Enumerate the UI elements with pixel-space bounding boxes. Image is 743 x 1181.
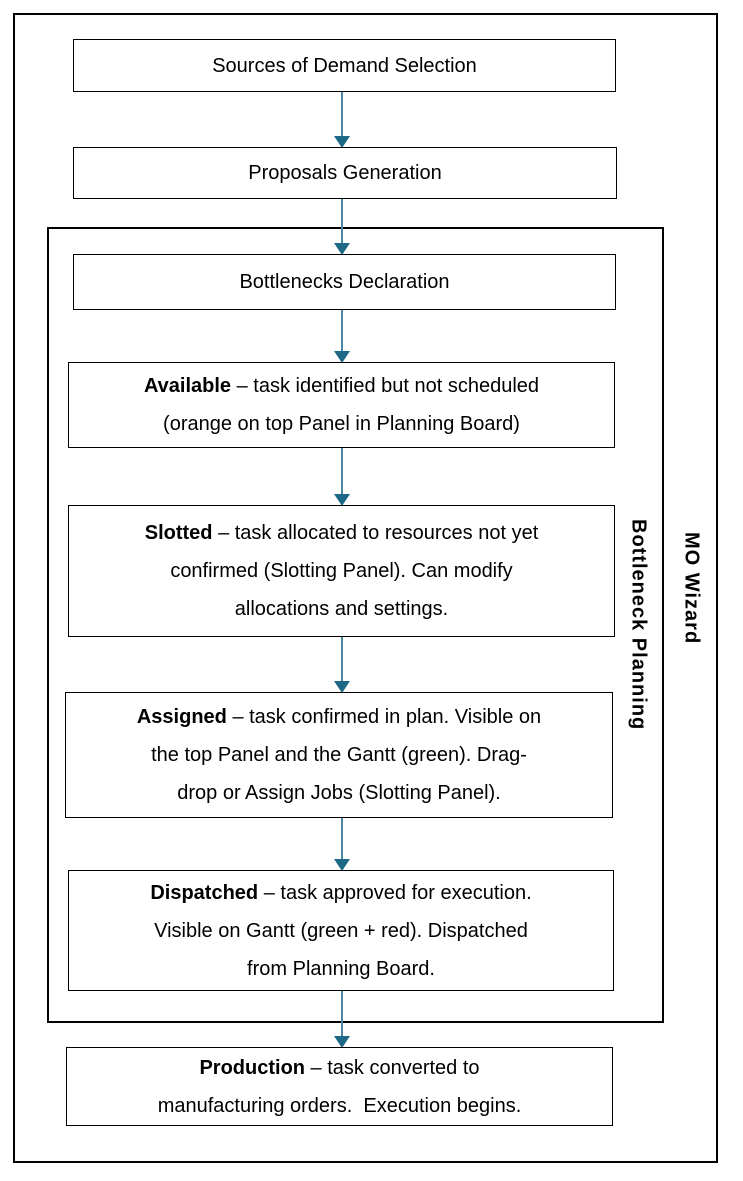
box-proposals-generation bbox=[73, 147, 617, 199]
box-assigned-state bbox=[65, 692, 613, 818]
flow-arrow-7 bbox=[334, 991, 350, 1048]
box-label: Proposals Generation bbox=[248, 162, 442, 184]
box-label: Sources of Demand Selection bbox=[212, 54, 477, 77]
box-text-line: (orange on top Panel in Planning Board) bbox=[163, 413, 520, 435]
flow-arrow-2 bbox=[334, 199, 350, 255]
box-available-state bbox=[68, 362, 615, 448]
box-dispatched-state bbox=[68, 870, 614, 991]
box-text-line bbox=[137, 698, 541, 736]
state-term: Dispatched bbox=[150, 881, 259, 904]
state-description: – task confirmed in plan. Visible on bbox=[226, 706, 542, 728]
arrow-shaft bbox=[341, 310, 343, 351]
bottleneck-planning-label: Bottleneck Planning bbox=[627, 519, 650, 731]
flow-arrow-1 bbox=[334, 92, 350, 148]
box-text-line: Visible on Gantt (green + red). Dispatched bbox=[154, 919, 528, 942]
box-text-line: allocations and settings. bbox=[234, 598, 449, 620]
state-description: – task approved for execution. bbox=[258, 881, 532, 904]
state-term: Slotted bbox=[144, 522, 213, 544]
box-text-line: confirmed (Slotting Panel). Can modify bbox=[170, 560, 513, 582]
flow-arrow-3 bbox=[334, 310, 350, 363]
box-slotted-state bbox=[68, 505, 615, 637]
box-text-line bbox=[199, 1049, 479, 1087]
box-text-line bbox=[150, 874, 531, 912]
box-text-line: drop or Assign Jobs (Slotting Panel). bbox=[177, 782, 501, 804]
arrow-shaft bbox=[341, 199, 343, 243]
state-description: – task identified but not scheduled bbox=[231, 375, 540, 397]
arrow-shaft bbox=[341, 637, 343, 681]
state-term: Production bbox=[199, 1056, 305, 1079]
arrow-shaft bbox=[341, 92, 343, 136]
flow-arrow-4 bbox=[334, 448, 350, 506]
arrow-shaft bbox=[341, 448, 343, 494]
box-text-line: from Planning Board. bbox=[247, 957, 435, 980]
box-production-state bbox=[66, 1047, 613, 1126]
state-description: – task converted to bbox=[305, 1056, 480, 1079]
flow-arrow-6 bbox=[334, 818, 350, 871]
state-description: – task allocated to resources not yet bbox=[212, 522, 539, 544]
state-term: Available bbox=[143, 375, 232, 397]
box-text-line bbox=[145, 514, 539, 552]
state-term: Assigned bbox=[136, 706, 227, 728]
box-text-line bbox=[144, 367, 539, 405]
arrow-shaft bbox=[341, 818, 343, 859]
box-text-line: the top Panel and the Gantt (green). Drag- bbox=[151, 744, 527, 766]
box-text-line: manufacturing orders. Execution begins. bbox=[157, 1094, 522, 1117]
mo-wizard-label: MO Wizard bbox=[680, 531, 703, 645]
flow-arrow-5 bbox=[334, 637, 350, 693]
arrow-shaft bbox=[341, 991, 343, 1036]
box-sources-of-demand-selection bbox=[73, 39, 616, 92]
box-label: Bottlenecks Declaration bbox=[239, 271, 450, 293]
box-bottlenecks-declaration bbox=[73, 254, 616, 310]
